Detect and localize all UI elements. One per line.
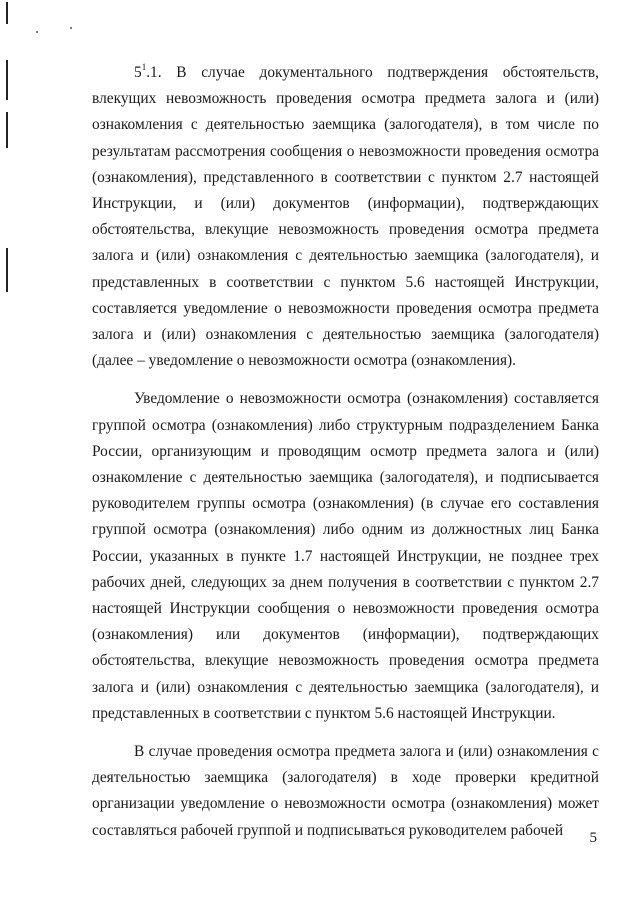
scan-speck [70, 27, 72, 29]
scan-speck [36, 31, 38, 33]
paragraph-clause-5-1-1: $5^1.1$. В случае документального подтверждения обстоятельств, влекущих невозможность проведения осмотра предмета залога и (или) ознакомления с деятельностью заемщика (залогодателя), в том числе по результатам рассмотрения сообщения о невозможности проведения осмотра (ознакомления), представленного в соответствии с пунктом 2.7 настоящей Инструкции, и (или) документов (информации), подтверждающих обстоятельства, влекущие невозможность проведения осмотра предмета залога и (или) ознакомления с деятельностью заемщика (залогодателя), и представленных в соответствии с пунктом 5.6 настоящей Инструкции, составляется уведомление о невозможности проведения осмотра предмета залога и (или) ознакомления с деятельностью заемщика (залогодателя) (далее – уведомление о невозможности осмотра (ознакомления). [92, 61, 599, 370]
paragraph-inspection-case: В случае проведения осмотра предмета залога и (или) ознакомления с деятельностью заемщика (залогодателя) в ходе проверки кредитной организации уведомление о невозможности осмотра (ознакомления) может составляться рабочей группой и подписываться руководителем рабочей [92, 743, 599, 839]
margin-mark-bottom [6, 248, 8, 292]
margin-mark-middle [6, 60, 8, 100]
document-body [92, 60, 599, 844]
margin-mark-lower [6, 112, 8, 148]
margin-mark-top [6, 2, 8, 24]
page-number: 5 [589, 830, 597, 846]
clause-number: $5^1.1$. [134, 61, 162, 81]
paragraph-notice-compilation: Уведомление о невозможности осмотра (ознакомления) составляется группой осмотра (ознакомления) либо структурным подразделением Банка России, организующим и проводящим осмотр предмета залога и (или) ознакомление с деятельностью заемщика (залогодателя), и подписывается руководителем группы осмотра (ознакомления) (в случае его составления группой осмотра (ознакомления) либо одним из должностных лиц Банка России, указанных в пункте 1.7 настоящей Инструкции, не позднее трех рабочих дней, следующих за днем получения в соответствии с пунктом 2.7 настоящей Инструкции сообщения о невозможности проведения осмотра (ознакомления) или документов (информации), подтверждающих обстоятельства, влекущие невозможность проведения осмотра предмета залога и (или) ознакомления с деятельностью заемщика (залогодателя), и представленных в соответствии с пунктом 5.6 настоящей Инструкции. [92, 390, 599, 722]
